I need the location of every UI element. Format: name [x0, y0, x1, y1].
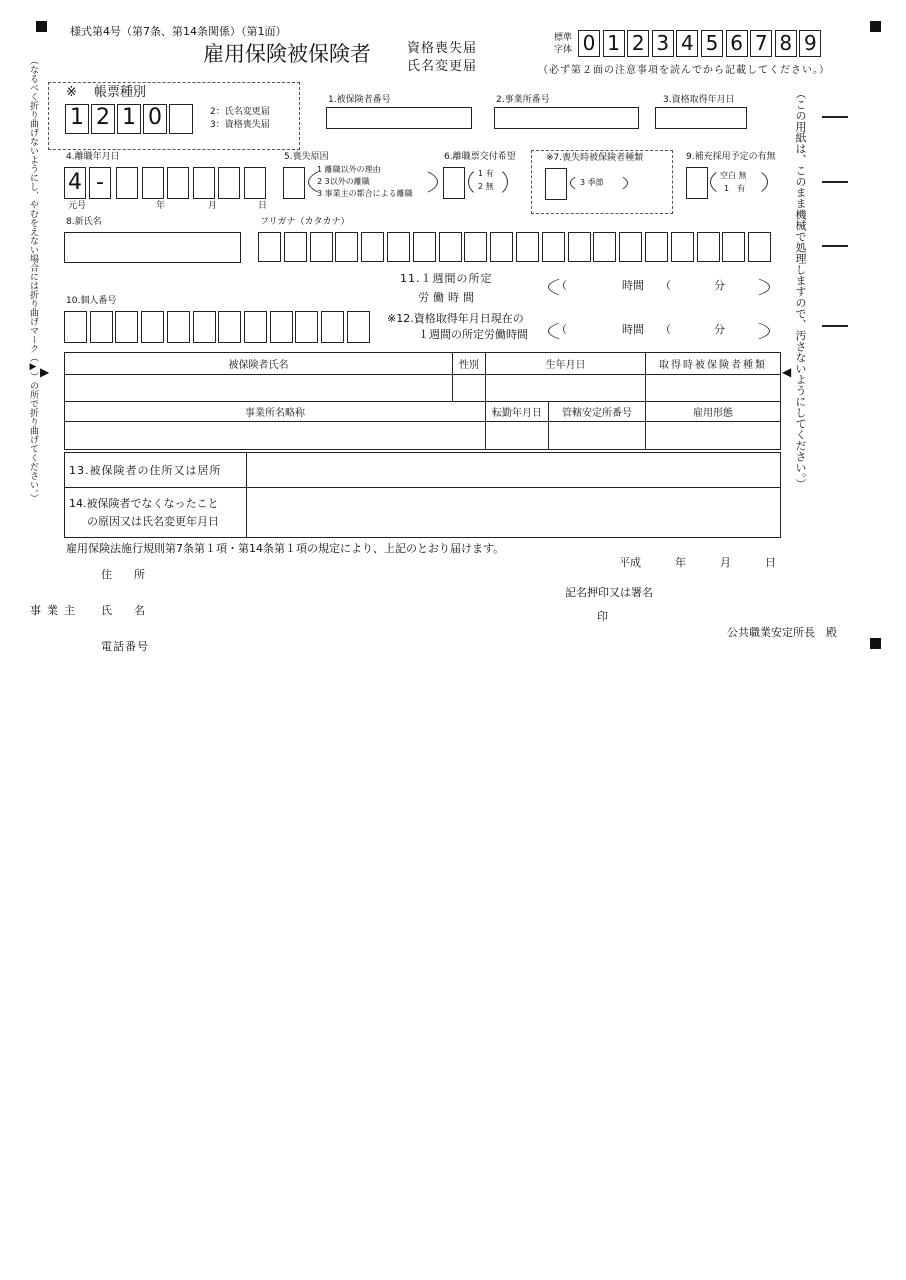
address-label: 13.被保険者の住所又は居所 [65, 453, 247, 488]
footer-year: 年 [675, 556, 686, 569]
weekly-hours-paren-open-1: （ [556, 279, 567, 292]
replacement-hiring-field[interactable] [686, 167, 708, 199]
left-fold-note: （なるべく折り曲げないようにし、やむをえない場合には折り曲げマーク（▶）の所で折り曲げてください。） [28, 56, 38, 503]
furigana-char-box[interactable] [516, 232, 539, 262]
table-cell-agency[interactable] [549, 422, 646, 450]
insured-type-label: ※7.喪失時被保険者種類 [546, 153, 644, 163]
weekly-hours-bracket [548, 268, 770, 306]
separation-date-digit-box[interactable] [218, 167, 240, 199]
table-cell-birth[interactable] [486, 375, 646, 402]
insured-type-option: 3 季節 [580, 178, 604, 187]
furigana-char-box[interactable] [361, 232, 384, 262]
acquisition-date-label: 3.資格取得年月日 [663, 95, 735, 105]
furigana-char-box[interactable] [542, 232, 565, 262]
fold-dash-3 [822, 245, 848, 247]
separation-date-era-caption: 元号 [68, 201, 87, 211]
furigana-char-box[interactable] [671, 232, 694, 262]
new-name-field[interactable] [64, 232, 241, 263]
acquisition-weekly-hours-label-2: １週間の所定労働時間 [418, 328, 528, 341]
furigana-char-box[interactable] [568, 232, 591, 262]
seal-note: 記名押印又は署名 [565, 586, 653, 599]
table-header-transfer: 転勤年月日 [486, 402, 549, 422]
furigana-char-box[interactable] [619, 232, 642, 262]
separation-date-year-caption: 年 [156, 201, 166, 211]
form-type-digit-box: 1 [65, 104, 89, 134]
form-type-digit-box: 1 [117, 104, 141, 134]
form-type-option-2: 2：氏名変更届 [210, 107, 270, 117]
seal-mark: 印 [597, 610, 608, 623]
furigana-char-box[interactable] [284, 232, 307, 262]
furigana-char-box[interactable] [387, 232, 410, 262]
standard-digit: 5 [701, 30, 723, 57]
separation-slip-label: 6.離職票交付希望 [444, 152, 516, 162]
individual-number-digit-box[interactable] [167, 311, 190, 343]
table-header-sex: 性別 [453, 353, 486, 375]
reason-label-line-1: 14.被保険者でなくなったこと [69, 496, 219, 510]
furigana-char-box[interactable] [258, 232, 281, 262]
furigana-char-box[interactable] [748, 232, 771, 262]
separation-slip-field[interactable] [443, 167, 465, 199]
furigana-char-box[interactable] [697, 232, 720, 262]
office-number-field[interactable] [494, 107, 639, 129]
individual-number-digit-box[interactable] [295, 311, 318, 343]
title-option-change: 氏名変更届 [407, 59, 478, 74]
individual-number-digit-box[interactable] [90, 311, 113, 343]
furigana-char-box[interactable] [413, 232, 436, 262]
separation-date-era-box: 4 [64, 167, 86, 199]
furigana-char-box[interactable] [490, 232, 513, 262]
insured-number-field[interactable] [326, 107, 472, 129]
reason-label [65, 488, 247, 538]
loss-reason-option-2: 2 3以外の離職 [317, 177, 370, 186]
reason-field[interactable] [247, 488, 781, 538]
standard-digit: 1 [603, 30, 625, 57]
replacement-hiring-option-1: 空白 無 [720, 171, 747, 180]
separation-date-digit-box[interactable] [167, 167, 189, 199]
acquisition-weekly-hours-hours-unit: 時間 [622, 323, 644, 336]
separation-date-digit-box[interactable] [142, 167, 164, 199]
standard-digit: 4 [676, 30, 698, 57]
separation-date-digit-box[interactable] [116, 167, 138, 199]
table-cell-name[interactable] [65, 375, 453, 402]
individual-number-digit-box[interactable] [193, 311, 216, 343]
replacement-hiring-option-2: 1 有 [724, 184, 746, 193]
employer-label: 事業主 [30, 604, 81, 617]
standard-label-1: 標準 [554, 33, 573, 43]
office-number-label: 2.事業所番号 [496, 95, 550, 105]
form-number: 様式第4号（第7条、第14条関係）（第1面） [70, 25, 287, 38]
acquisition-date-field[interactable] [655, 107, 747, 129]
acquisition-weekly-hours-minutes-unit: 分 [714, 323, 725, 336]
individual-number-digit-box[interactable] [115, 311, 138, 343]
acquisition-weekly-hours-paren-open-1: （ [556, 323, 567, 336]
weekly-hours-paren-open-2: （ [660, 279, 671, 292]
table-header-agency: 管轄安定所番号 [549, 402, 646, 422]
standard-digit: 2 [627, 30, 649, 57]
footer-statement: 雇用保険法施行規則第7条第１項・第14条第１項の規定により、上記のとおり届けます。 [66, 542, 505, 555]
standard-digit: 0 [578, 30, 600, 57]
table-cell-transfer[interactable] [486, 422, 549, 450]
standard-digit: 6 [726, 30, 748, 57]
reason-label-line-2: の原因又は氏名変更年月日 [87, 514, 219, 528]
footer-day: 日 [765, 556, 776, 569]
fold-dash-1 [822, 116, 848, 118]
individual-number-label: 10.個人番号 [66, 296, 117, 306]
table-header-office: 事業所名略称 [65, 402, 486, 422]
insured-type-field[interactable] [545, 168, 567, 200]
acquisition-weekly-hours-paren-open-2: （ [660, 323, 671, 336]
separation-date-digit-box[interactable] [193, 167, 215, 199]
separation-slip-option-2: 2 無 [478, 182, 494, 191]
loss-reason-field[interactable] [283, 167, 305, 199]
separation-date-digit-box[interactable] [244, 167, 266, 199]
replacement-hiring-label: 9.補充採用予定の有無 [686, 152, 776, 162]
table-header-employment: 雇用形態 [646, 402, 781, 422]
form-type-digit-box: 2 [91, 104, 115, 134]
furigana-char-box[interactable] [593, 232, 616, 262]
registration-mark-top-left [36, 21, 47, 32]
acquisition-weekly-hours-bracket [548, 312, 770, 350]
recipient-label: 公共職業安定所長 殿 [727, 626, 837, 639]
standard-digit: 8 [775, 30, 797, 57]
furigana-char-box[interactable] [335, 232, 358, 262]
weekly-hours-label-1: 11.１週間の所定 [400, 272, 493, 285]
furigana-char-box[interactable] [464, 232, 487, 262]
standard-digit: 3 [652, 30, 674, 57]
registration-mark-bottom-right [870, 638, 881, 649]
form-type-option-3: 3：資格喪失届 [210, 120, 270, 130]
standard-digit: 9 [799, 30, 821, 57]
individual-number-digit-box[interactable] [270, 311, 293, 343]
table-header-name: 被保険者氏名 [65, 353, 453, 375]
insured-info-table [64, 352, 781, 450]
employer-name-label: 氏 名 [101, 604, 145, 617]
fold-dash-4 [822, 325, 848, 327]
footer-month: 月 [720, 556, 731, 569]
fold-mark-right: ◀ [782, 365, 792, 379]
employer-phone-label: 電話番号 [101, 640, 149, 653]
separation-date-month-caption: 月 [208, 201, 218, 211]
table-header-type: 取得時被保険者種類 [646, 353, 781, 375]
acquisition-weekly-hours-label-1: ※12.資格取得年月日現在の [387, 312, 524, 325]
table-cell-type[interactable] [646, 375, 781, 402]
individual-number-digit-box[interactable] [321, 311, 344, 343]
loss-reason-label: 5.喪失原因 [284, 152, 329, 162]
form-type-digit-box[interactable] [169, 104, 193, 134]
address-reason-table [64, 452, 781, 538]
weekly-hours-hours-unit: 時間 [622, 279, 644, 292]
furigana-label: フリガナ（カタカナ） [260, 217, 350, 227]
title-option-loss: 資格喪失届 [407, 41, 478, 56]
separation-slip-option-1: 1 有 [478, 169, 494, 178]
notice-text: （必ず第２面の注意事項を読んでから記載してください。） [538, 65, 830, 76]
weekly-hours-label-2: 労働時間 [418, 291, 478, 304]
individual-number-digit-box[interactable] [141, 311, 164, 343]
address-field[interactable] [247, 453, 781, 488]
individual-number-digit-box[interactable] [347, 311, 370, 343]
furigana-char-box[interactable] [439, 232, 462, 262]
loss-reason-option-1: 1 離職以外の理由 [317, 165, 381, 174]
standard-digit: 7 [750, 30, 772, 57]
separation-date-day-caption: 日 [258, 201, 268, 211]
new-name-label: 8.新氏名 [66, 217, 102, 227]
separation-date-dash-box: - [89, 167, 111, 199]
fold-mark-left: ▶ [40, 365, 50, 379]
separation-date-label: 4.離職年月日 [66, 152, 120, 162]
registration-mark-top-right [870, 21, 881, 32]
form-type-mark: ※ [66, 85, 77, 100]
form-type-label: 帳票種別 [94, 85, 147, 100]
table-cell-employment[interactable] [646, 422, 781, 450]
form-type-digit-box: 0 [143, 104, 167, 134]
table-cell-sex[interactable] [453, 375, 486, 402]
employer-address-label: 住 所 [101, 568, 145, 581]
footer-era: 平成 [619, 556, 641, 569]
table-cell-office[interactable] [65, 422, 486, 450]
individual-number-digit-box[interactable] [218, 311, 241, 343]
right-machine-note: （この用紙は、このまま機械で処理しますので、汚さないようにしてください。） [794, 88, 807, 490]
furigana-char-box[interactable] [722, 232, 745, 262]
insured-number-label: 1.被保険者番号 [328, 95, 391, 105]
individual-number-digit-box[interactable] [244, 311, 267, 343]
individual-number-digit-box[interactable] [64, 311, 87, 343]
table-header-birth: 生年月日 [486, 353, 646, 375]
furigana-char-box[interactable] [645, 232, 668, 262]
form-title: 雇用保険被保険者 [203, 42, 371, 66]
loss-reason-option-3: 3 事業主の都合による離職 [317, 189, 413, 198]
fold-dash-2 [822, 181, 848, 183]
weekly-hours-minutes-unit: 分 [714, 279, 725, 292]
standard-label-2: 字体 [554, 45, 573, 55]
furigana-char-box[interactable] [310, 232, 333, 262]
